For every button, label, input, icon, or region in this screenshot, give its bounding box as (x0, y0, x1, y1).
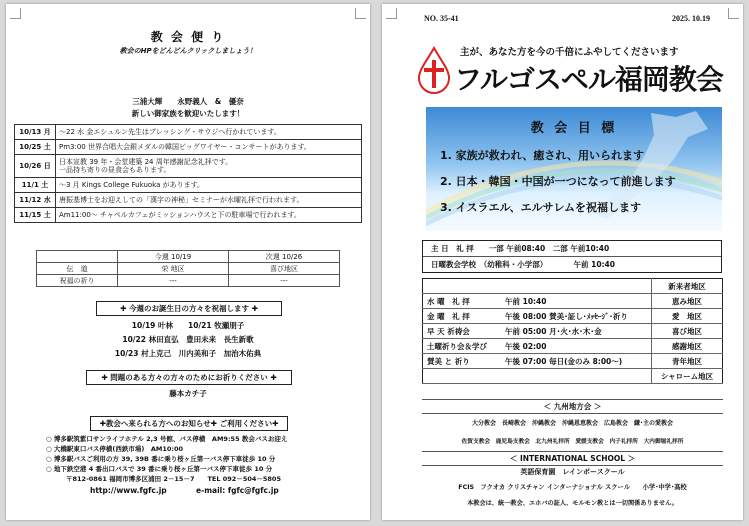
event-row (15, 178, 362, 193)
church-motto: 主が、あなた方を今の千倍にふやしてくださいます (460, 47, 679, 58)
prayer-name: 藤本カチ子 (169, 389, 207, 398)
event-text: Pm3:00 世界合唱大会銀メダルの韓国ビッグワイヤー・コンサートがあります。 (56, 140, 362, 155)
crop-mark (10, 8, 21, 19)
disclaimer-footer: 本教会は、統一教会、エホバの証人、モルモン教とは一切関係ありません。 (467, 500, 678, 507)
event-date: 11/15 土 (15, 208, 56, 223)
event-row (15, 208, 362, 223)
weekly-next: --- (229, 275, 340, 287)
service-row (423, 339, 723, 354)
goal-item: 2. 日本・韓国・中国が一つになって前進します (440, 175, 676, 188)
intl-school-header: ＜ INTERNATIONAL SCHOOL ＞ (422, 451, 723, 466)
intl-school-line: FCIS フクオカ クリスチャン インターナショナル スクール 小学･中学･高校 (458, 484, 687, 491)
service-area: シャローム地区 (652, 369, 723, 384)
service-time (501, 369, 652, 384)
service-row (423, 354, 723, 369)
crop-mark (355, 8, 366, 19)
weekly-col-this: 今週 10/19 (118, 251, 229, 263)
newsletter-title: 教 会 便 り (150, 30, 226, 44)
weekly-col-next: 次週 10/26 (229, 251, 340, 263)
right-page (382, 4, 743, 520)
service-area: 青年地区 (652, 354, 723, 369)
service-row (423, 369, 723, 384)
birthday-header: ✚ 今週のお誕生日の方々を祝福します ✚ (96, 301, 282, 316)
access-line: ○ 地下鉄空港 4 番出口バスで 39 番に乗り桜ヶ丘第一バス停下車徒歩 10 分 (46, 465, 273, 473)
prayer-header: ✚ 問題のある方々の方々のためにお祈りください ✚ (86, 370, 292, 385)
event-date: 10/26 日 (15, 155, 56, 178)
service-name: 賛美 と 祈り (423, 354, 501, 369)
goal-item: 3. イスラエル、エルサレムを祝福します (440, 201, 642, 214)
service-area: 喜び地区 (652, 324, 723, 339)
service-name: 水 曜 礼 拝 (423, 294, 501, 309)
service-row (423, 309, 723, 324)
service-time: 午後 02:00 (501, 339, 652, 354)
birthday-line: 10/19 叶林 10/21 牧瀬朋子 (131, 321, 245, 330)
service-name (423, 369, 501, 384)
issue-date: 2025. 10.19 (672, 14, 710, 23)
church-name: フルゴスペル福岡教会 (454, 63, 723, 96)
birthday-line: 10/23 村上克己 川内美和子 加治木佑典 (114, 349, 262, 358)
kyushu-line: 大分教会 長崎教会 沖縄教会 沖縄恩恵教会 広島教会 鎌･主の愛教会 (471, 420, 673, 427)
event-text: 唐振基博士をお迎えしての「漢字の神秘」セミナーが水曜礼拝で行われます。 (56, 193, 362, 208)
event-text: 日本宣教 39 年・会堂建築 24 周年感謝記念礼拝です。 (59, 158, 233, 166)
weekly-next: 喜び地区 (229, 263, 340, 275)
birthday-line: 10/22 林田直弘 豊田未来 長生新歌 (122, 335, 254, 344)
service-area: 愛 地区 (652, 309, 723, 324)
event-row (15, 193, 362, 208)
access-header: ✚教会へ来られる方へのお知らせ✚ ご利用ください✚ (90, 416, 288, 431)
church-logo-icon (416, 46, 452, 94)
intl-school-line: 英語保育園 レインボースクール (520, 468, 625, 476)
event-date: 11/1 土 (15, 178, 56, 193)
welcome-names: 三浦大輝 永野義人 & 優奈 (132, 97, 244, 106)
issue-number: NO. 35-41 (424, 14, 459, 23)
event-date: 10/25 土 (15, 140, 56, 155)
service-row (423, 294, 723, 309)
event-text: Am11:00～ チャペルカフェがミッションハウスと下の駐車場で行われます。 (56, 208, 362, 223)
weekly-this: 栄 地区 (118, 263, 229, 275)
crop-mark (386, 8, 397, 19)
event-row (15, 155, 362, 178)
school-service-row: 日曜教会学校 （幼稚科・小学部） 午前 10:40 (431, 260, 615, 269)
access-line: ○ 大橋駅東口バス停横(西鉄市場) AM10:00 (46, 445, 184, 453)
weekly-row-label: 祝福の祈り (37, 275, 118, 287)
service-name: 金 曜 礼 拝 (423, 309, 501, 324)
kyushu-header: ＜ 九州地方会 ＞ (422, 399, 723, 414)
weekly-duty-table (36, 250, 340, 287)
event-row (15, 140, 362, 155)
access-line: ○ 博多駅筑紫口サンライフホテル 2,3 号館、バス停横 AM9:55 教会バスお迎え (46, 435, 288, 443)
newsletter-subtitle: 教会のHPをどんどんクリックしましょう！ (119, 47, 257, 55)
welcome-message: 新しい御家族を歓迎いたします！ (131, 109, 245, 118)
service-time: 午後 08:00 賛美･証し･ﾒｯｾｰｼﾞ･祈り (501, 309, 652, 324)
event-text-2: 一品持ち寄りの昼食会もあります。 (59, 166, 171, 174)
access-line: ○ 博多駅バスご利用の方 39, 39B 番に乗り桜ヶ丘第一バス停下車徒歩 10 分 (46, 455, 276, 463)
left-page (6, 4, 370, 520)
service-area: 感謝地区 (652, 339, 723, 354)
weekly-services-table (422, 278, 723, 384)
service-row (423, 324, 723, 339)
church-address: 〒812-0861 福岡市博多区浦田 2－15－7 TEL 092－504－5805 (66, 475, 281, 483)
service-area: 恵み地区 (652, 294, 723, 309)
weekly-this: --- (118, 275, 229, 287)
crop-mark (728, 8, 739, 19)
sunday-service-row: 主 日 礼 拝 一部 午前08:40 二部 午前10:40 (423, 241, 721, 257)
service-time (501, 279, 652, 294)
weekly-row-label: 伝 道 (37, 263, 118, 275)
website-link[interactable]: http://www.fgfc.jp (90, 486, 167, 495)
service-name: 早 天 祈祷会 (423, 324, 501, 339)
service-name (423, 279, 501, 294)
event-date: 11/12 水 (15, 193, 56, 208)
service-row (423, 279, 723, 294)
service-time: 午前 05:00 月･火･水･木･金 (501, 324, 652, 339)
email-link[interactable]: e-mail: fgfc@fgfc.jp (196, 486, 279, 495)
service-name: 土曜祈り会＆学び (423, 339, 501, 354)
event-row (15, 125, 362, 140)
event-date: 10/13 月 (15, 125, 56, 140)
goals-title: 教 会 目 標 (530, 121, 618, 136)
event-text: ～3 月 Kings College Fukuoka があります。 (56, 178, 362, 193)
service-time: 午前 10:40 (501, 294, 652, 309)
goals-list (440, 143, 676, 221)
birthday-list (6, 319, 370, 361)
service-time: 午後 07:00 毎日(金のみ 8:00～) (501, 354, 652, 369)
events-table (14, 124, 362, 223)
sunday-service-box (422, 240, 722, 273)
goals-banner (426, 107, 722, 231)
goal-item: 1. 家族が救われ、癒され、用いられます (440, 149, 644, 162)
access-list (46, 434, 287, 484)
service-area: 新来者地区 (652, 279, 723, 294)
kyushu-line: 佐賀支教会 鹿児島支教会 北九州礼拝所 愛媛支教会 内子礼拝所 大内御堀礼拝所 (461, 439, 684, 445)
event-text: ～22 水 金エシュルン先生はブレッシング・サウジへ行かれています。 (56, 125, 362, 140)
